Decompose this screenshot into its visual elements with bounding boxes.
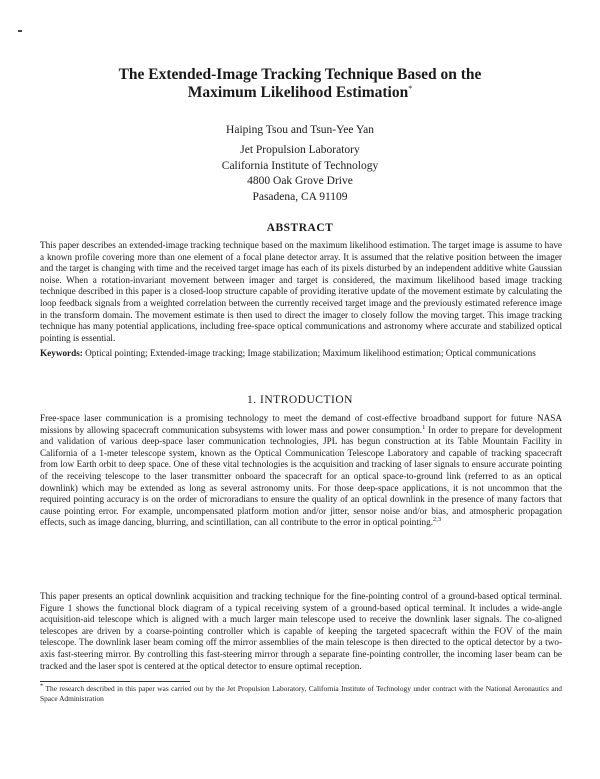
keywords xyxy=(40,348,562,360)
citation-ref: 1 xyxy=(422,423,426,431)
intro-paragraph-2: This paper presents an optical downlink acquisition and tracking technique for the fine-pointing control of a ground-based optical terminal. Figure 1 shows the functional block diagram of a typical receiving system of a ground-based optical terminal. It includes a wide-angle acquisition-aid telescope which is aligned with a much larger main telescope used to receive the downlink laser signals. The co-aligned telescopes are driven by a coarse-pointing controller which is capable of keeping the targeted spacecraft within the FOV of the main telescope. The downlink laser beam coming off the mirror assemblies of the main telescope is then directed to the optical detector by a two-axis fast-steering mirror. By controlling this fast-steering mirror through a separate fine-pointing controller, the incoming laser beam can be tracked and the laser spot is centered at the optical detector to ensure optimal reception. xyxy=(40,591,562,671)
paper-title xyxy=(60,66,540,102)
keywords-label: Keywords: xyxy=(40,348,83,358)
affiliation-line: 4800 Oak Grove Drive xyxy=(247,175,353,187)
section-heading-introduction: 1. INTRODUCTION xyxy=(247,394,353,406)
affiliation-line: California Institute of Technology xyxy=(221,159,379,172)
intro-paragraph-1 xyxy=(40,413,562,529)
affiliation-line: Jet Propulsion Laboratory xyxy=(240,144,360,156)
title-line-2 xyxy=(60,84,540,102)
footnote xyxy=(40,684,562,704)
intro-p1-part-b: In order to prepare for development and validation of various deep-space laser communication technologies, JPL has begun construction at its Table Mountain Facility in California of a 1-meter telescope system, known as the Optical Communication Telescope Laboratory and capable of tracking spacecraft from low Earth orbit to deep space. One of these vital technologies is the acquisition and tracking of laser signals to ensure accurate pointing of the receiving telescope to the laser transmitter onboard the spacecraft for an optical space-to-ground link (referred to as an optical downlink) which may be extended as long as several astronomy units. For those deep-space applications, it is not uncommon that the required pointing accuracy is on the order of microradians to ensure the quality of an optical downlink in the presence of many factors that cause pointing error. For example, uncompensated platform motion and/or jitter, sensor noise and/or bias, and atmospheric propagation effects, such as image dancing, blurring, and scintillation, can all contribute to the error in optical pointing. xyxy=(40,424,562,528)
authors: Haiping Tsou and Tsun-Yee Yan xyxy=(226,124,374,136)
scan-artifact-mark xyxy=(18,30,22,32)
affiliation xyxy=(100,143,500,205)
citation-ref: 2,3 xyxy=(433,516,442,524)
footnote-text: The research described in this paper was carried out by the Jet Propulsion Laboratory, California Institute of Technology under contract with the National Aeronautics and Space Administration xyxy=(40,684,562,703)
affiliation-line: Pasadena, CA 91109 xyxy=(252,190,348,203)
title-line-1: The Extended-Image Tracking Technique Based on the xyxy=(118,66,482,83)
keywords-text: Optical pointing; Extended-image tracking; Image stabilization; Maximum likelihood estimation; Optical communications xyxy=(85,348,536,358)
footnote-mark: * xyxy=(40,682,44,690)
abstract-text: This paper describes an extended-image tracking technique based on the maximum likelihood estimation. The target image is assume to have a known profile covering more than one element of a focal plane detector array. It is assumed that the relative position between the imager and the target is changing with time and the received target image has each of its pixels disturbed by an independent additive white Gaussian noise. When a rotation-invariant movement between imager and target is considered, the maximum likelihood based image tracking technique described in this paper is a closed-loop structure capable of providing iterative update of the movement estimate by calculating the loop feedback signals from a weighted correlation between the currently received target image and the previously estimated reference image in the transform domain. The movement estimate is then used to direct the imager to closely follow the moving target. This image tracking technique has many potential applications, including free-space optical communications and astronomy where accurate and stabilized optical pointing is essential. xyxy=(40,240,562,343)
intro-p1-part-a: Free-space laser communication is a promising technology to meet the demand of cost-effective broadband support for future NASA missions by allowing spacecraft communication subsystems with lower mass and power consumption. xyxy=(40,413,562,435)
abstract-heading: ABSTRACT xyxy=(266,222,334,234)
footnote-rule xyxy=(40,681,190,682)
title-footnote-mark: * xyxy=(408,83,413,93)
title-line-2-text: Maximum Likelihood Estimation xyxy=(187,84,409,101)
